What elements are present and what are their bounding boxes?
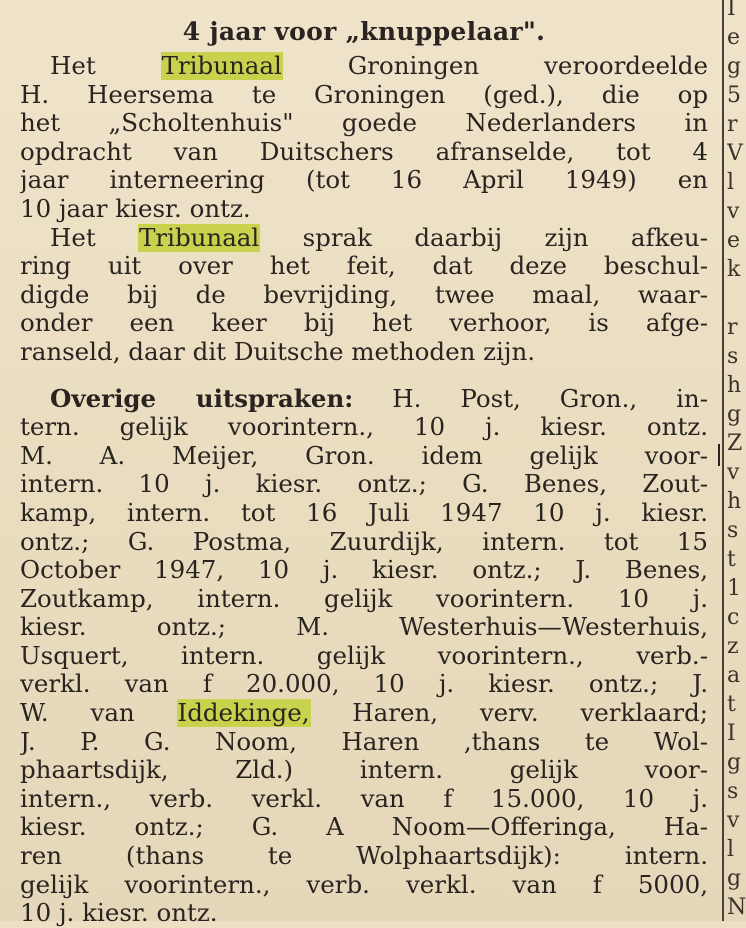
fragment-glyph: h [727,489,742,514]
fragment-glyph: z [727,634,739,659]
text-line: onder een keer bij het verhoor, is afge- [20,309,708,338]
article [20,14,708,928]
highlighted-term: Tribunaal [139,223,260,252]
paragraph-verdict [20,52,708,224]
text-line: ontz.; G. Postma, Zuurdijk, intern. tot 15 [20,527,708,556]
text-segment: sprak daarbij zijn afkeu- [260,223,708,252]
fragment-glyph: h [727,373,742,398]
text-line: kiesr. ontz.; G. A Noom—Offeringa, Ha- [20,813,708,842]
fragment-glyph: k [727,257,741,282]
text-line: ren (thans te Wolphaartsdijk): intern. [20,842,708,871]
text-line: Usquert, intern. gelijk voorintern., verb.- [20,641,708,670]
column-mark [718,444,720,466]
fragment-glyph: v [727,460,740,485]
text-line [20,52,708,81]
fragment-glyph: g [727,750,742,775]
text-line: het „Scholtenhuis" goede Nederlanders in [20,109,708,138]
fragment-glyph: 5 [727,83,741,108]
fragment-glyph: g [727,54,742,79]
text-segment: Het [50,223,139,252]
fragment-glyph: e [727,228,741,253]
fragment-glyph: s [727,344,739,369]
highlighted-term: Iddekinge, [177,699,310,728]
fragment-glyph: Z [727,431,743,456]
fragment-glyph [727,284,746,313]
paragraph-other-rulings [20,385,708,928]
fragment-glyph: s [727,518,739,543]
text-line: tern. gelijk voorintern., 10 j. kiesr. ontz. [20,413,708,442]
text-line: J. P. G. Noom, Haren ,thans te Wol- [20,727,708,756]
text-line: intern. 10 j. kiesr. ontz.; G. Benes, Zout- [20,470,708,499]
text-line: Zoutkamp, intern. gelijk voorintern. 10 j. [20,584,708,613]
adjacent-column-fragment [727,0,746,921]
text-line: 10 jaar kiesr. ontz. [20,194,251,223]
fragment-glyph: t [727,692,736,717]
text-line: opdracht van Duitschers afranselde, tot 4 [20,137,708,166]
text-line [20,385,708,414]
text-line: verkl. van f 20.000, 10 j. kiesr. ontz.; J. [20,670,708,699]
text-line [20,224,708,253]
text-segment: W. van [20,699,177,728]
text-line: 10 j. kiesr. ontz. [20,899,218,928]
text-segment: Haren, verv. verklaard; [310,699,708,728]
fragment-glyph: l [727,170,735,195]
text-line: gelijk voorintern., verb. verkl. van f 5000, [20,870,708,899]
fragment-glyph: 1 [727,576,741,601]
text-line: October 1947, 10 j. kiesr. ontz.; J. Benes, [20,556,708,585]
fragment-glyph: g [727,402,742,427]
text-line: jaar interneering (tot 16 April 1949) en [20,166,708,195]
text-line: digde bij de bevrijding, twee maal, waar- [20,280,708,309]
fragment-glyph: r [727,112,738,137]
headline: 4 jaar voor „knuppelaar". [182,17,546,46]
fragment-glyph: r [727,315,738,340]
text-line: H. Heersema te Groningen (ged.), die op [20,80,708,109]
text-line: M. A. Meijer, Gron. idem gelijk voor- [20,441,708,470]
text-line: phaartsdijk, Zld.) intern. gelijk voor- [20,756,708,785]
column-rule [722,0,724,921]
text-segment: Het [50,52,161,80]
fragment-glyph: I [727,0,736,21]
text-segment: Groningen veroordeelde [282,52,708,80]
fragment-glyph: e [727,25,741,50]
text-line: kamp, intern. tot 16 Juli 1947 10 j. kiesr. [20,498,708,527]
fragment-glyph: a [727,663,741,688]
fragment-glyph: g [727,866,742,891]
paragraph-tribunal-remark [20,224,708,367]
text-line [20,699,708,728]
fragment-glyph: t [727,547,736,572]
fragment-glyph: N [727,895,746,920]
fragment-glyph: s [727,779,739,804]
text-segment: H. Post, Gron., in- [353,384,708,413]
lead-in: Overige uitspraken: [50,384,354,413]
fragment-glyph: l [727,837,735,862]
fragment-glyph: v [727,808,740,833]
fragment-glyph: I [727,721,736,746]
text-line: ranseld, daar dit Duitsche methoden zijn. [20,337,536,366]
text-line: kiesr. ontz.; M. Westerhuis—Westerhuis, [20,613,708,642]
fragment-glyph: c [727,605,740,630]
fragment-glyph: V [727,141,743,166]
highlighted-term: Tribunaal [161,52,282,80]
fragment-glyph: v [727,199,740,224]
text-line: ring uit over het feit, dat deze beschul- [20,252,708,281]
text-line: intern., verb. verkl. van f 15.000, 10 j. [20,784,708,813]
